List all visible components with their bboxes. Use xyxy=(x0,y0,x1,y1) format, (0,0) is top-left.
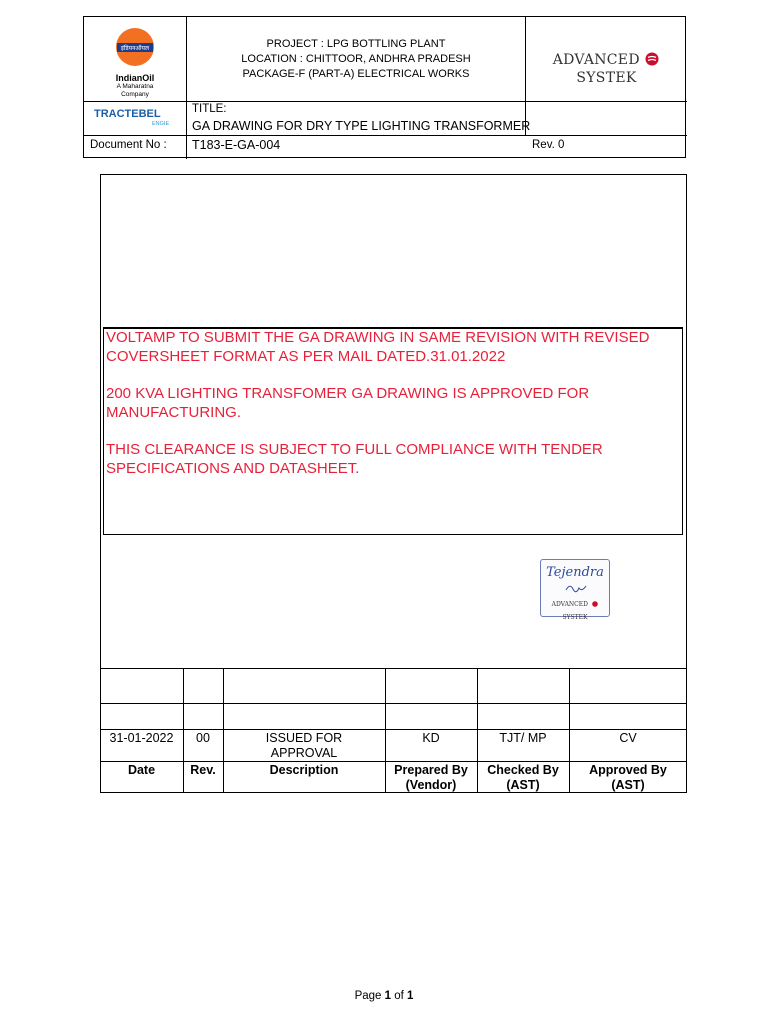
stamp-advanced: ADVANCED xyxy=(551,601,588,608)
note-1 xyxy=(106,329,682,366)
col-header-approved xyxy=(569,763,687,793)
document-no-value: T183-E-GA-004 xyxy=(192,138,281,152)
indianoil-name: IndianOil xyxy=(115,73,155,83)
revision-value: Rev. 0 xyxy=(532,139,565,151)
col-header-approved-a: Approved By xyxy=(589,763,667,777)
indianoil-logo xyxy=(94,26,176,98)
project-package: PACKAGE-F (PART-A) ELECTRICAL WORKS xyxy=(242,68,470,80)
note-3-line-b: SPECIFICATIONS AND DATASHEET. xyxy=(106,459,360,477)
col-header-prepared-b: (Vendor) xyxy=(405,778,457,792)
col-header-approved-b: (AST) xyxy=(611,778,645,792)
col-header-prepared xyxy=(385,763,477,793)
stamp-company xyxy=(541,597,609,623)
drawing-title: GA DRAWING FOR DRY TYPE LIGHTING TRANSFORMER xyxy=(192,119,531,133)
note-1-line-a: VOLTAMP TO SUBMIT THE GA DRAWING IN SAME REVISION WITH REVISED xyxy=(106,329,650,346)
project-location: LOCATION : CHITTOOR, ANDHRA PRADESH xyxy=(241,53,471,65)
note-2-line-b: MANUFACTURING. xyxy=(106,403,241,421)
advanced-systek-logo xyxy=(526,51,687,86)
advanced-text: ADVANCED xyxy=(552,52,640,68)
page-number xyxy=(0,990,768,1002)
rev-row-rev: 00 xyxy=(196,731,210,745)
tractebel-logo xyxy=(94,105,184,133)
rev-row-description xyxy=(223,731,385,761)
col-header-prepared-a: Prepared By xyxy=(394,763,468,777)
col-header-checked-b: (AST) xyxy=(506,778,540,792)
note-2 xyxy=(106,385,682,422)
rev-row-description-b: APPROVAL xyxy=(270,746,338,760)
col-header-date: Date xyxy=(127,763,156,777)
project-name: PROJECT : LPG BOTTLING PLANT xyxy=(266,38,446,50)
col-header-description: Description xyxy=(269,763,339,777)
indianoil-tagline: A Maharatna Company xyxy=(116,83,154,98)
rev-row-checked: TJT/ MP xyxy=(499,731,547,745)
systek-swirl-icon xyxy=(645,52,659,66)
rev-row-prepared: KD xyxy=(422,731,440,745)
systek-text: SYSTEK xyxy=(576,70,637,86)
project-info xyxy=(187,37,525,82)
note-2-line-a: 200 KVA LIGHTING TRANSFOMER GA DRAWING IS APPROVED FOR xyxy=(106,385,590,402)
stamp-swirl-icon xyxy=(592,601,598,607)
col-header-rev: Rev. xyxy=(190,763,216,777)
note-3 xyxy=(106,441,682,478)
revision-table xyxy=(100,668,687,793)
document-header xyxy=(83,16,686,158)
page-current: 1 xyxy=(384,990,392,1002)
approval-stamp xyxy=(540,559,610,621)
approval-notes-box xyxy=(103,327,683,535)
note-1-line-b: COVERSHEET FORMAT AS PER MAIL DATED.31.01.2022 xyxy=(106,347,506,365)
document-no-label: Document No : xyxy=(90,139,167,151)
rev-row-description-a: ISSUED FOR xyxy=(265,731,343,745)
title-label: TITLE: xyxy=(192,103,227,115)
page-of: of xyxy=(391,990,408,1002)
stamp-signature: Tejendra xyxy=(546,565,604,580)
rev-row-approved: CV xyxy=(619,731,637,745)
page-prefix: Page xyxy=(354,990,385,1002)
stamp-systek: SYSTEK xyxy=(562,614,588,621)
rev-row-date: 31-01-2022 xyxy=(109,731,174,745)
col-header-checked xyxy=(477,763,569,793)
svg-text:इंडियनऑयल: इंडियनऑयल xyxy=(120,45,150,52)
page-total: 1 xyxy=(407,990,414,1002)
tractebel-name: TRACTEBEL xyxy=(94,108,161,120)
tractebel-engie: ENGIE xyxy=(152,121,170,127)
indianoil-emblem-icon xyxy=(94,26,176,68)
signature-scribble-icon xyxy=(541,581,611,595)
note-3-line-a: THIS CLEARANCE IS SUBJECT TO FULL COMPLIANCE WITH TENDER xyxy=(106,441,603,458)
col-header-checked-a: Checked By xyxy=(487,763,559,777)
